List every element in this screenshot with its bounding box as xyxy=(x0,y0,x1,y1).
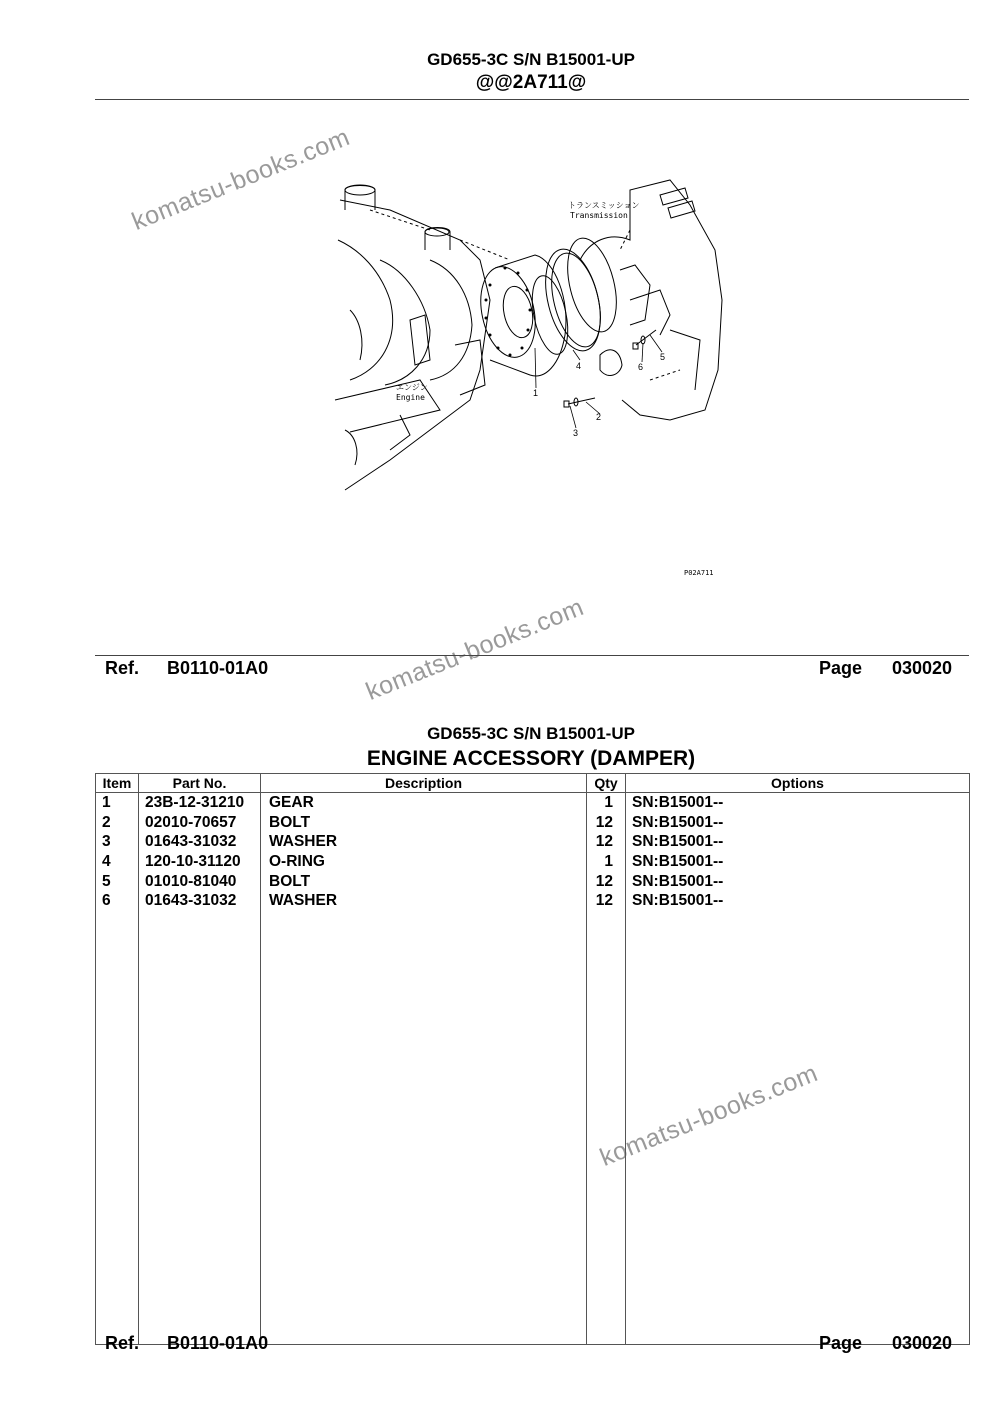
model-heading: GD655-3C S/N B15001-UP xyxy=(427,50,635,69)
watermark: komatsu-books.com xyxy=(362,593,588,706)
part-no-column xyxy=(139,793,261,912)
transmission-label: Transmission xyxy=(570,211,628,220)
column-header-part-no: Part No. xyxy=(139,774,261,793)
table-empty-cell xyxy=(587,911,626,1345)
table-cell-item: 5 xyxy=(102,872,111,890)
table-cell-part-no: 02010-70657 xyxy=(145,813,237,831)
ref-label: Ref. xyxy=(105,1333,140,1353)
transmission-label-jp: トランスミッション xyxy=(568,201,640,210)
table-cell-options: SN:B15001-- xyxy=(632,872,724,890)
table-cell-qty: 12 xyxy=(595,813,613,831)
engine-label: Engine xyxy=(396,393,425,402)
item-column xyxy=(96,793,139,912)
table-cell-part-no: 01010-81040 xyxy=(145,872,237,890)
bolt-washer-set-upper xyxy=(633,330,656,349)
table-empty-cell xyxy=(261,911,587,1345)
table-cell-description: BOLT xyxy=(269,813,311,831)
table-cell-part-no: 01643-31032 xyxy=(145,833,237,851)
table-cell-part-no: 23B-12-31210 xyxy=(145,794,245,811)
exploded-parts-diagram xyxy=(330,170,730,590)
table-empty-cell xyxy=(139,911,261,1345)
table-cell-description: WASHER xyxy=(269,833,338,851)
table-cell-part-no: 01643-31032 xyxy=(145,892,237,910)
description-column xyxy=(261,793,587,912)
parts-list-title: ENGINE ACCESSORY (DAMPER) xyxy=(366,747,696,770)
table-cell-item: 3 xyxy=(102,833,111,851)
engine-block-outline xyxy=(335,185,510,490)
watermark: komatsu-books.com xyxy=(596,1059,822,1172)
table-cell-options: SN:B15001-- xyxy=(632,892,724,910)
column-header-qty: Qty xyxy=(587,774,626,793)
callout-4: 4 xyxy=(576,361,582,371)
watermark: komatsu-books.com xyxy=(128,123,354,236)
table-cell-description: BOLT xyxy=(269,872,311,890)
page-label: Page xyxy=(819,658,863,678)
table-cell-qty: 12 xyxy=(595,892,613,910)
table-cell-item: 1 xyxy=(102,794,111,811)
table-cell-item: 6 xyxy=(102,892,111,910)
figure-code: @@2A711@ xyxy=(475,72,587,93)
page-label: Page xyxy=(819,1333,863,1353)
callout-1: 1 xyxy=(533,388,539,398)
table-cell-options: SN:B15001-- xyxy=(632,853,724,871)
callout-2: 2 xyxy=(596,412,602,422)
table-empty-space xyxy=(96,911,970,1345)
table-header-row xyxy=(96,774,970,793)
callout-3: 3 xyxy=(573,428,579,438)
callout-6: 6 xyxy=(638,362,644,372)
engine-label-jp: エンジン xyxy=(396,383,428,392)
parts-list-model-heading: GD655-3C S/N B15001-UP xyxy=(427,724,635,743)
table-cell-options: SN:B15001-- xyxy=(632,794,724,811)
table-cell-description: GEAR xyxy=(269,794,314,811)
ref-value: B0110-01A0 xyxy=(167,658,269,678)
table-cell-qty: 12 xyxy=(595,833,613,851)
header-rule xyxy=(95,99,969,100)
table-cell-item: 4 xyxy=(102,853,111,871)
callout-5: 5 xyxy=(660,352,666,362)
ref-label: Ref. xyxy=(105,658,140,678)
table-cell-qty: 12 xyxy=(595,872,613,890)
table-cell-options: SN:B15001-- xyxy=(632,813,724,831)
table-cell-item: 2 xyxy=(102,813,111,831)
ref-value: B0110-01A0 xyxy=(167,1333,269,1353)
column-header-options: Options xyxy=(626,774,970,793)
table-cell-qty: 1 xyxy=(604,853,613,871)
table-cell-description: WASHER xyxy=(269,892,338,910)
top-footer-rule xyxy=(95,655,969,656)
table-cell-qty: 1 xyxy=(604,794,613,811)
figure-id: P02A711 xyxy=(684,569,714,577)
page-value: 030020 xyxy=(892,1333,953,1353)
table-cell-options: SN:B15001-- xyxy=(632,833,724,851)
options-column xyxy=(626,793,970,912)
table-cell-description: O-RING xyxy=(269,853,325,871)
qty-column xyxy=(587,793,626,912)
column-header-item: Item xyxy=(96,774,139,793)
parts-table xyxy=(95,773,970,1345)
page-value: 030020 xyxy=(892,658,953,678)
table-cell-part-no: 120-10-31120 xyxy=(145,853,241,871)
table-empty-cell xyxy=(626,911,970,1345)
table-body xyxy=(96,793,970,912)
column-header-description: Description xyxy=(261,774,587,793)
table-empty-cell xyxy=(96,911,139,1345)
